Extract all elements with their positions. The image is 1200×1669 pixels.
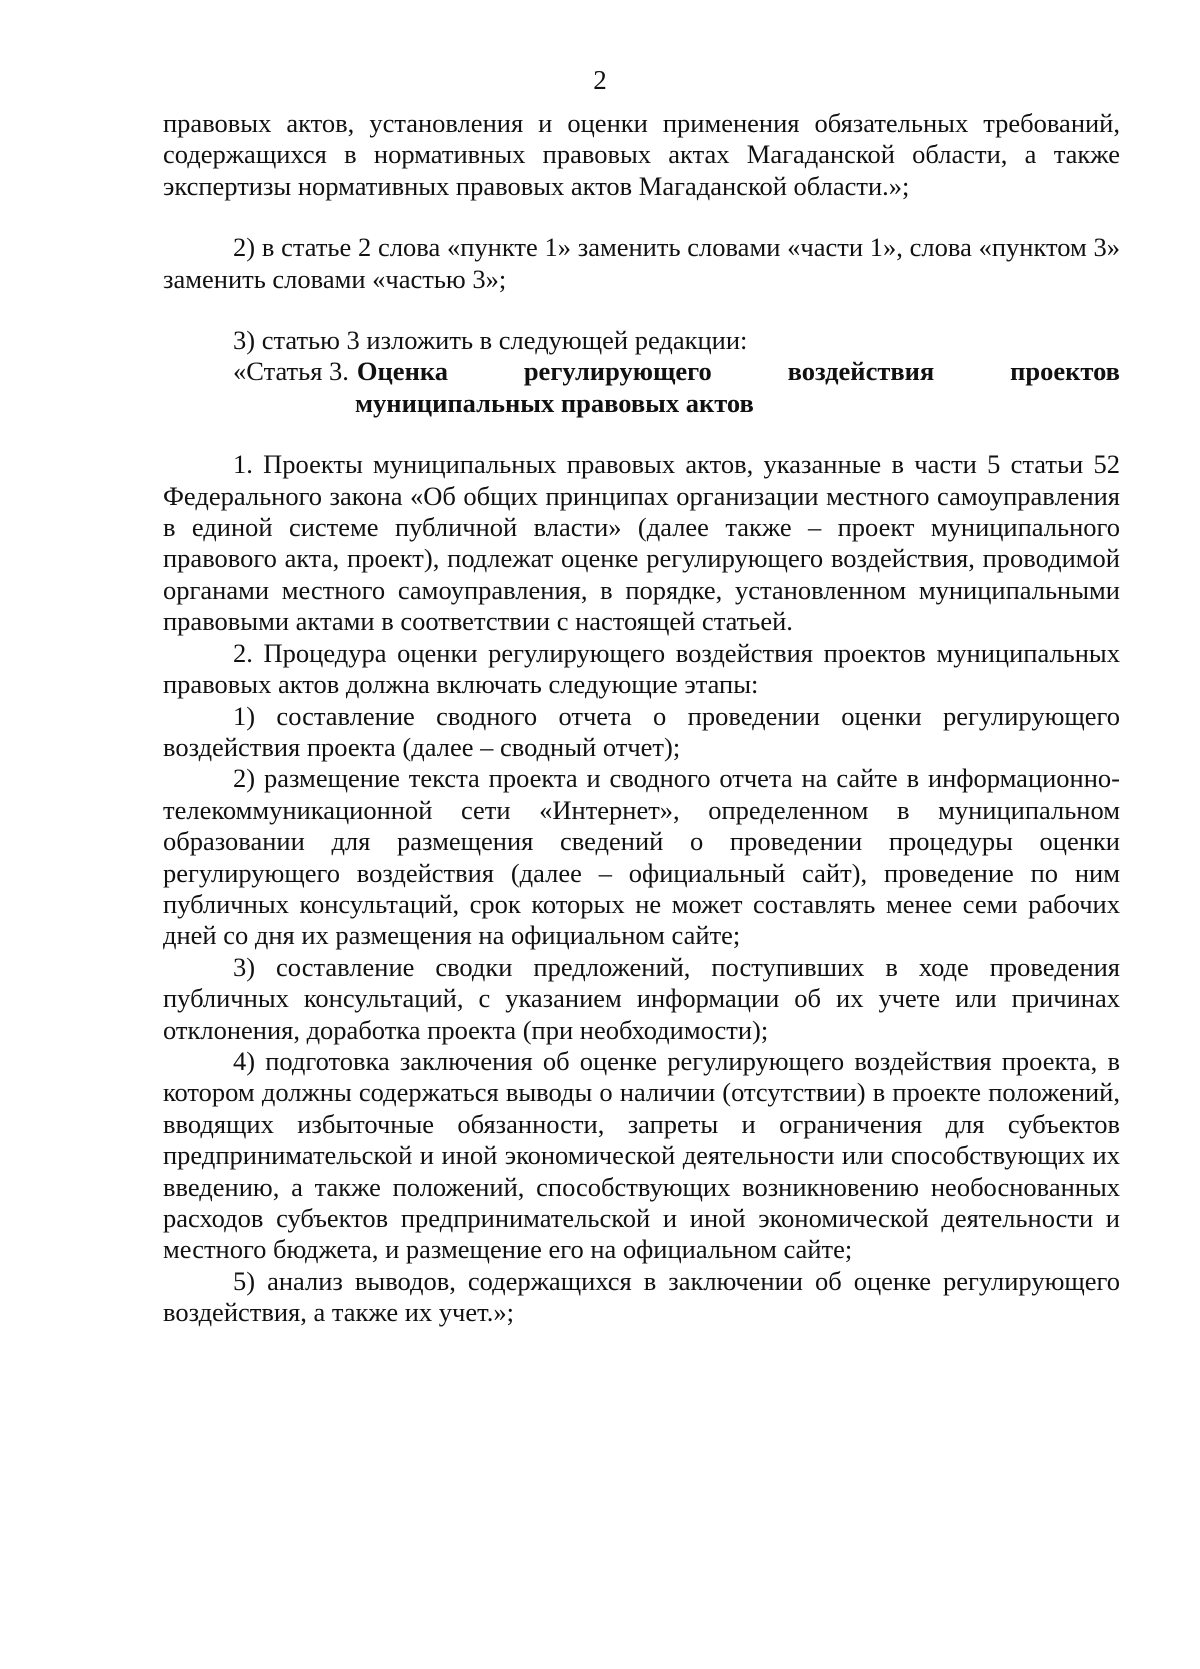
article-title-line-2: муниципальных правовых актов [355, 387, 754, 418]
stage-item-4: 4) подготовка заключения об оценке регулирующего воздействия проекта, в котором должны содержаться выводы о наличии (отсутствии) в проекте положений, вводящих избыточные обязанности, запреты и ограничения для субъектов предпринимательской и иной экономической деятельности или способствующих их введению, а также положений, способствующих возникновению необоснованных расходов субъектов предпринимательской и иной экономической деятельности и местного бюджета, и размещение его на официальном сайте; [163, 1045, 1120, 1265]
amendment-item-3: 3) статью 3 изложить в следующей редакции: [233, 325, 748, 356]
article-paragraph-1: 1. Проекты муниципальных правовых актов, указанные в части 5 статьи 52 Федерального закона «Об общих принципах организации местного самоуправления в единой системе публичной власти» (далее также – проект муниципального правового акта, проект), подлежат оценке регулирующего воздействия, проводимой органами местного самоуправления, в порядке, установленном муниципальными правовыми актами в соответствии с настоящей статьей. [163, 449, 1120, 637]
article-number: «Статья 3. [233, 356, 349, 387]
article-paragraph-2: 2. Процедура оценки регулирующего воздействия проектов муниципальных правовых актов должна включать следующие этапы: [163, 637, 1120, 700]
article-title-line-1: Оценка регулирующего воздействия проектов [356, 356, 1120, 387]
spacer [163, 419, 1120, 449]
stage-item-5: 5) анализ выводов, содержащихся в заключении об оценке регулирующего воздействия, а также их учет.»; [163, 1265, 1120, 1328]
spacer [163, 295, 1120, 325]
article-heading [163, 356, 1120, 419]
stage-item-1: 1) составление сводного отчета о проведении оценки регулирующего воздействия проекта (далее – сводный отчет); [163, 700, 1120, 762]
document-body [163, 108, 1120, 1329]
spacer [163, 202, 1120, 232]
stage-item-2: 2) размещение текста проекта и сводного отчета на сайте в информационно-телекоммуникационной сети «Интернет», определенном в муниципальном образовании для размещения сведений о проведении процедуры оценки регулирующего воздействия (далее – официальный сайт), проведение по ним публичных консультаций, срок которых не может составлять менее семи рабочих дней со дня их размещения на официальном сайте; [163, 763, 1120, 951]
page-number: 2 [593, 65, 607, 95]
continuation-paragraph: правовых актов, установления и оценки применения обязательных требований, содержащихся в нормативных правовых актах Магаданской области, а также экспертизы нормативных правовых актов Магаданской области.»; [163, 108, 1120, 201]
amendment-item-2: 2) в статье 2 слова «пункте 1» заменить словами «части 1», слова «пунктом 3» заменить словами «частью 3»; [163, 232, 1120, 294]
stage-item-3: 3) составление сводки предложений, поступивших в ходе проведения публичных консультаций, с указанием информации об их учете или причинах отклонения, доработка проекта (при необходимости); [163, 951, 1120, 1045]
article-title [357, 356, 1120, 387]
